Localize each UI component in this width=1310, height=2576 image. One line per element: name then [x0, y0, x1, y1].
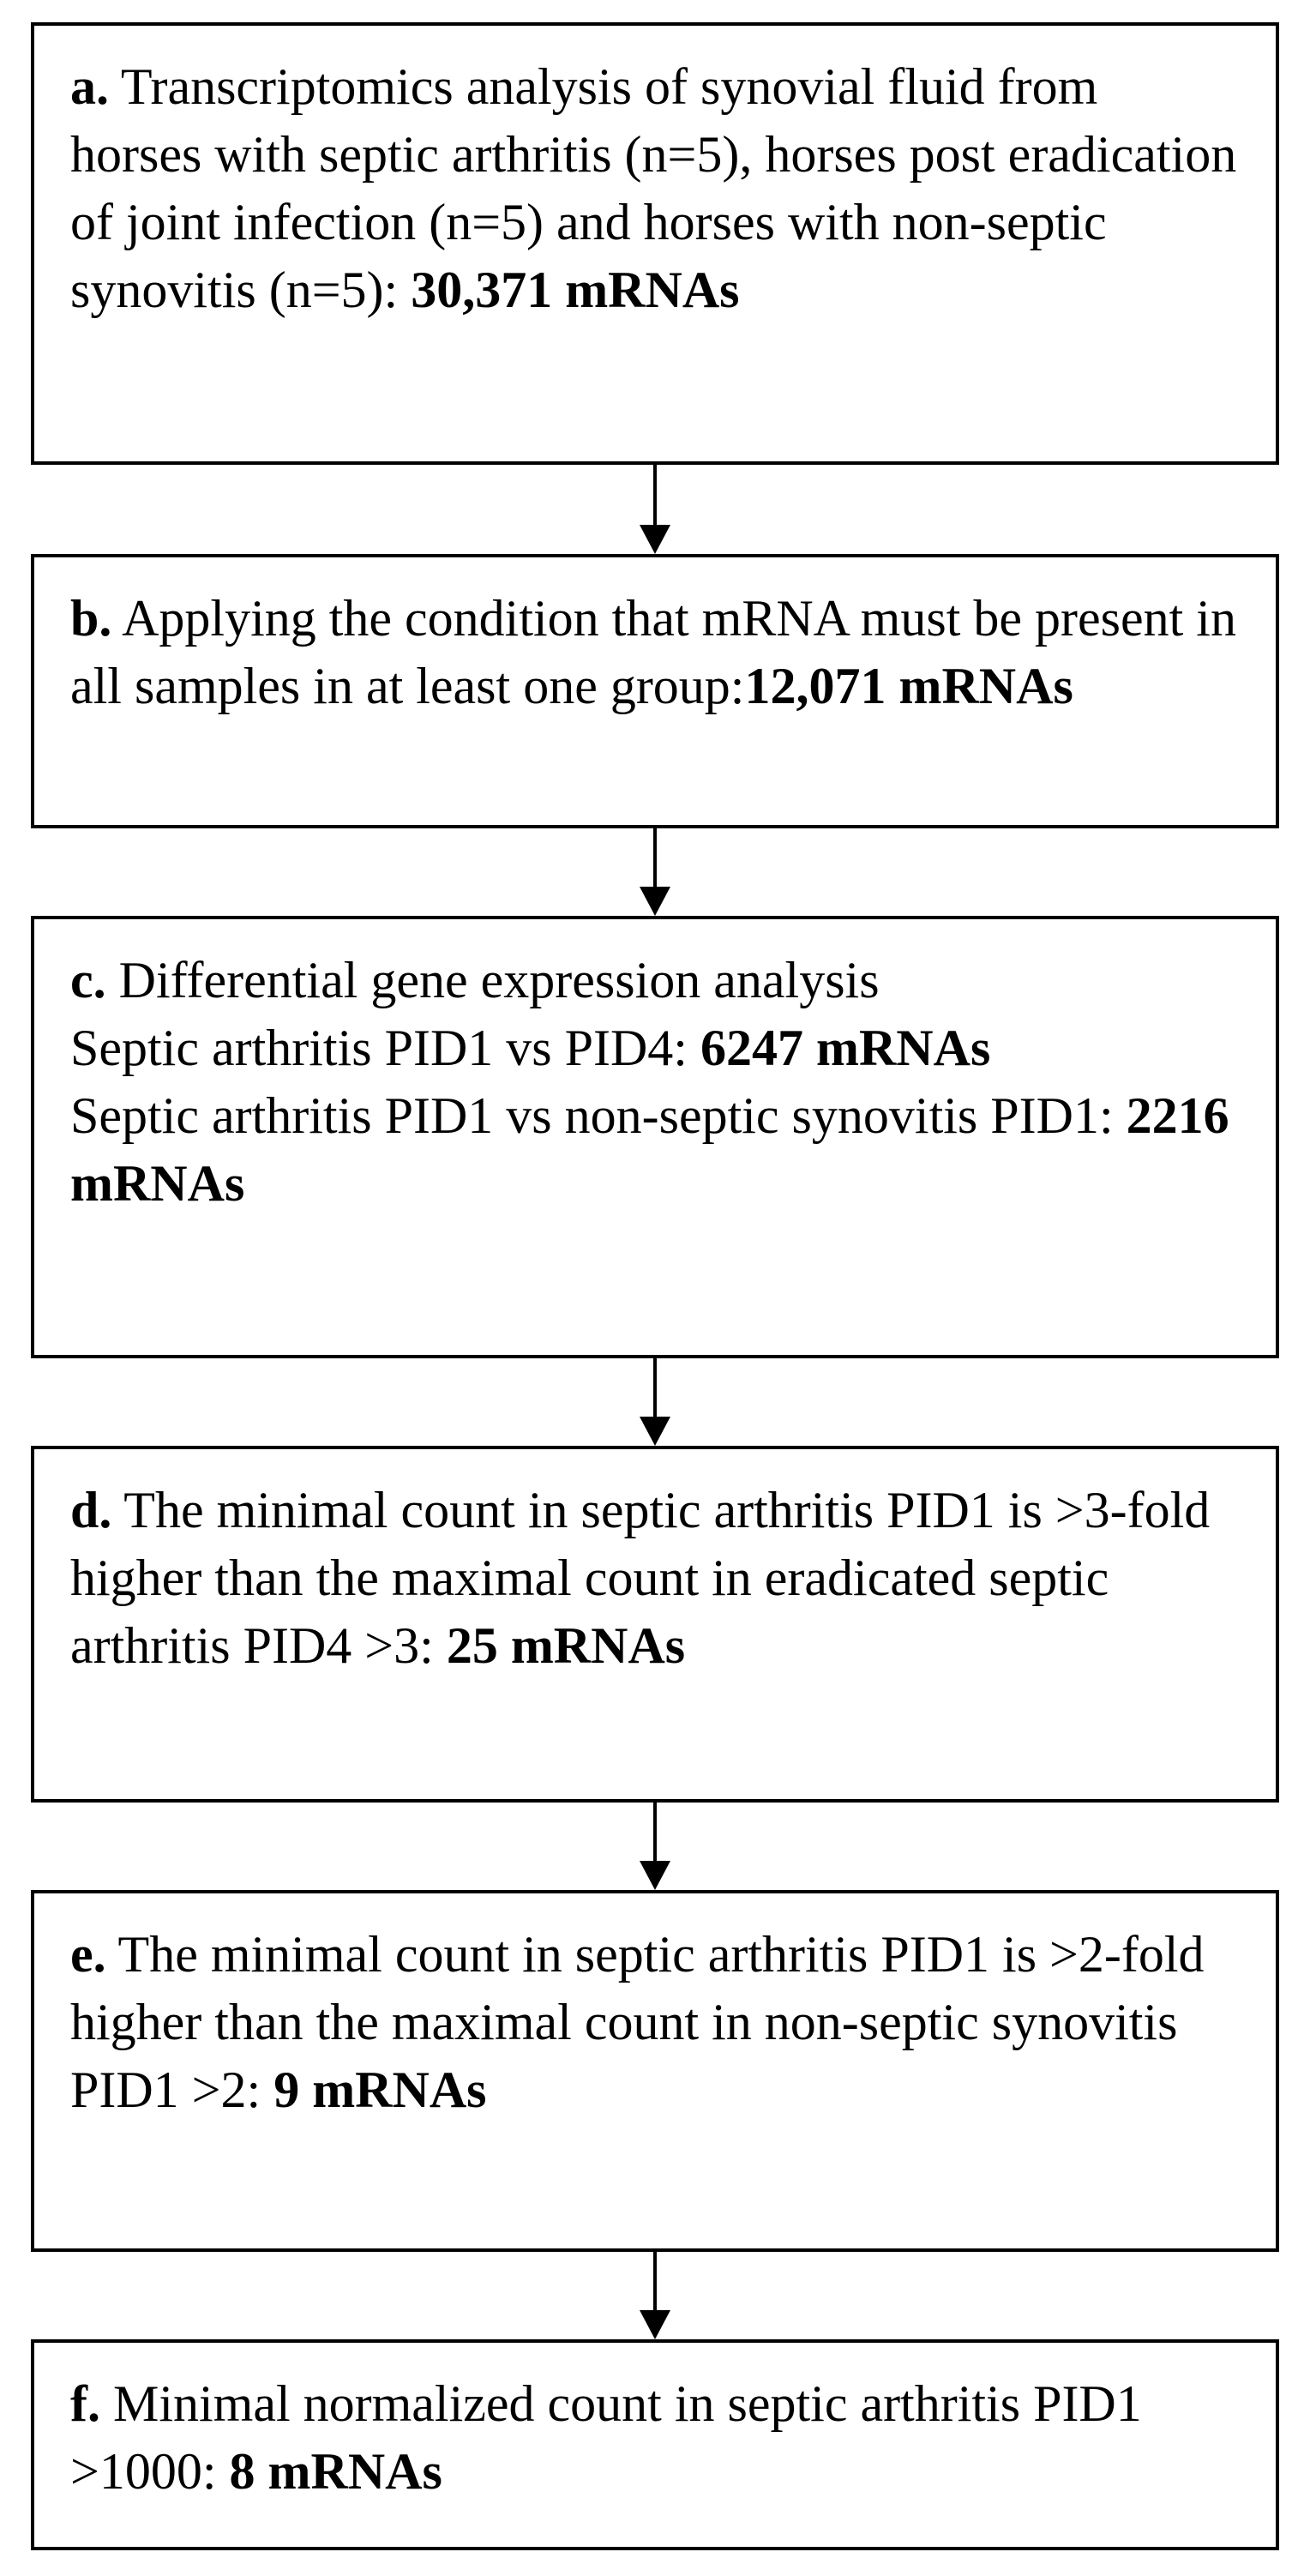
arrow-e-to-f	[653, 2252, 657, 2339]
step-e-letter: e.	[70, 1926, 106, 1983]
step-f-paragraph	[70, 2370, 1240, 2506]
arrow-head-icon	[640, 1861, 670, 1890]
arrow-d-to-e	[653, 1803, 657, 1890]
step-a-paragraph	[70, 53, 1240, 324]
step-c-line2-result: 6247 mRNAs	[700, 1020, 991, 1076]
step-c-letter: c.	[70, 952, 106, 1008]
step-a-result: 30,371 mRNAs	[411, 262, 740, 318]
arrow-head-icon	[640, 2310, 670, 2339]
step-f-text: Minimal normalized count in septic arthritis PID1 >1000:	[70, 2375, 1142, 2500]
step-b-box	[31, 554, 1279, 828]
step-c-line-1	[70, 947, 1240, 1014]
step-c-text: Differential gene expression analysis	[105, 952, 880, 1008]
step-d-text: The minimal count in septic arthritis PID1 is >3-fold higher than the maximal count in eradicated septic arthritis PID4 >3:	[70, 1482, 1211, 1674]
arrow-head-icon	[640, 525, 670, 554]
step-c-line-2	[70, 1014, 1240, 1082]
step-b-result: 12,071 mRNAs	[744, 658, 1073, 714]
step-d-letter: d.	[70, 1482, 112, 1538]
step-c-line2-text: Septic arthritis PID1 vs PID4:	[70, 1020, 700, 1076]
step-d-paragraph	[70, 1477, 1240, 1680]
arrow-head-icon	[640, 1417, 670, 1446]
step-a-letter: a.	[70, 58, 109, 115]
step-e-text: The minimal count in septic arthritis PID1 is >2-fold higher than the maximal count in non-septic synovitis PID1 >2:	[70, 1926, 1205, 2118]
step-a-text: Transcriptomics analysis of synovial fluid from horses with septic arthritis (n=5), horses post eradication of joint infection (n=5) and horses with non-septic synovitis (n=5):	[70, 58, 1237, 318]
arrow-head-icon	[640, 887, 670, 916]
step-e-box	[31, 1890, 1279, 2252]
arrow-b-to-c	[653, 828, 657, 916]
arrow-c-to-d	[653, 1358, 657, 1446]
step-b-paragraph	[70, 585, 1240, 720]
step-d-result: 25 mRNAs	[446, 1617, 686, 1674]
step-f-box	[31, 2339, 1279, 2550]
step-c-line3-text: Septic arthritis PID1 vs non-septic synovitis PID1:	[70, 1087, 1127, 1144]
arrow-a-to-b	[653, 465, 657, 554]
step-e-result: 9 mRNAs	[273, 2061, 487, 2118]
step-c-box	[31, 916, 1279, 1358]
step-c-line3-result: 2216 mRNAs	[70, 1087, 1229, 1212]
step-a-box	[31, 22, 1279, 465]
step-f-result: 8 mRNAs	[229, 2443, 442, 2500]
step-b-text: Applying the condition that mRNA must be present in all samples in at least one group:	[70, 590, 1236, 714]
step-b-letter: b.	[70, 590, 112, 647]
step-f-letter: f.	[70, 2375, 100, 2432]
step-e-paragraph	[70, 1921, 1240, 2124]
step-c-line-3	[70, 1082, 1240, 1218]
step-d-box	[31, 1446, 1279, 1803]
